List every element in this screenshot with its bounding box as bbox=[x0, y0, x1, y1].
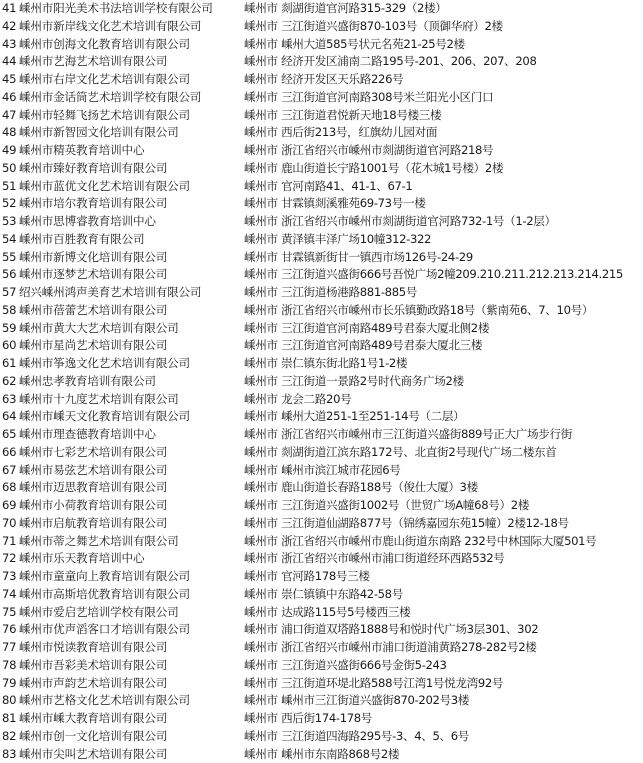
company-name: 嵊州市蓓蕾艺术培训有限公司 bbox=[19, 302, 244, 320]
list-row bbox=[2, 710, 643, 728]
list-row bbox=[2, 550, 643, 568]
row-number: 63 bbox=[2, 391, 19, 409]
company-address: 嵊州市 三江街道杨港路881-885号 bbox=[244, 284, 642, 302]
row-number: 72 bbox=[2, 550, 19, 568]
row-number: 69 bbox=[2, 497, 19, 515]
list-row bbox=[2, 373, 643, 391]
list-row bbox=[2, 107, 643, 125]
row-number: 75 bbox=[2, 604, 19, 622]
company-address: 嵊州市 浙江省绍兴市嵊州市长乐镇勤政路18号（紫南苑6、7、10号） bbox=[244, 302, 642, 320]
row-number: 80 bbox=[2, 692, 19, 710]
company-address: 嵊州市 嵊州市三江街道兴盛街870-202号3楼 bbox=[244, 692, 642, 710]
row-number: 74 bbox=[2, 586, 19, 604]
list-row bbox=[2, 586, 643, 604]
row-number: 62 bbox=[2, 373, 19, 391]
company-name: 嵊州市高斯培优教育培训有限公司 bbox=[19, 586, 244, 604]
list-row bbox=[2, 462, 643, 480]
company-name: 嵊州市臻好教育培训有限公司 bbox=[19, 160, 244, 178]
company-address: 嵊州市 龙会二路20号 bbox=[244, 391, 642, 409]
company-name: 嵊州市十九度艺术培训有限公司 bbox=[19, 391, 244, 409]
list-row bbox=[2, 444, 643, 462]
row-number: 60 bbox=[2, 337, 19, 355]
company-address: 嵊州市 三江街道官河南路489号君泰大厦北侧2楼 bbox=[244, 320, 642, 338]
row-number: 44 bbox=[2, 53, 19, 71]
list-row bbox=[2, 426, 643, 444]
row-number: 65 bbox=[2, 426, 19, 444]
row-number: 78 bbox=[2, 657, 19, 675]
company-name: 嵊州市新博文化培训有限公司 bbox=[19, 249, 244, 267]
company-name: 嵊州市易弦艺术培训有限公司 bbox=[19, 462, 244, 480]
company-address: 嵊州市 官河路178号三楼 bbox=[244, 568, 642, 586]
list-row bbox=[2, 692, 643, 710]
company-address: 嵊州市 崇仁镇东街北路1号1-2楼 bbox=[244, 355, 642, 373]
row-number: 46 bbox=[2, 89, 19, 107]
company-name: 嵊州市轻舞飞扬艺术培训有限公司 bbox=[19, 107, 244, 125]
company-name: 嵊州市阳光美术书法培训学校有限公司 bbox=[19, 0, 244, 18]
row-number: 47 bbox=[2, 107, 19, 125]
company-address: 嵊州市 西后街213号，红旗幼儿园对面 bbox=[244, 124, 642, 142]
row-number: 71 bbox=[2, 533, 19, 551]
row-number: 58 bbox=[2, 302, 19, 320]
company-name: 嵊州市小荷教育培训有限公司 bbox=[19, 497, 244, 515]
company-name: 嵊州市吾彩美术培训有限公司 bbox=[19, 657, 244, 675]
company-name: 嵊州忠孝教育培训有限公司 bbox=[19, 373, 244, 391]
list-row bbox=[2, 728, 643, 746]
company-address: 嵊州市 浙江省绍兴市嵊州市鹿山街道东南路 232号中林国际大厦501号 bbox=[244, 533, 642, 551]
company-name: 嵊州市金话筒艺术培训学校有限公司 bbox=[19, 89, 244, 107]
company-name: 嵊州市精英教育培训中心 bbox=[19, 142, 244, 160]
list-row bbox=[2, 675, 643, 693]
row-number: 67 bbox=[2, 462, 19, 480]
list-row bbox=[2, 657, 643, 675]
row-number: 68 bbox=[2, 479, 19, 497]
company-address: 嵊州市 三江街道兴盛街870-103号（顶御华府）2楼 bbox=[244, 18, 642, 36]
list-row bbox=[2, 302, 643, 320]
list-row bbox=[2, 124, 643, 142]
list-row bbox=[2, 284, 643, 302]
company-address: 嵊州市 三江街道君悦新天地18号楼三楼 bbox=[244, 107, 642, 125]
list-row bbox=[2, 266, 643, 284]
company-name: 嵊州市嵊大教育培训有限公司 bbox=[19, 710, 244, 728]
company-name: 嵊州市迈思教育培训有限公司 bbox=[19, 479, 244, 497]
row-number: 83 bbox=[2, 746, 19, 763]
company-address: 嵊州市 三江街道一景路2号时代商务广场2楼 bbox=[244, 373, 642, 391]
company-address: 嵊州市 经济开发区浦南二路195号-201、206、207、208 bbox=[244, 53, 642, 71]
row-number: 61 bbox=[2, 355, 19, 373]
company-address: 嵊州市 三江街道仙湖路877号（锦绣嘉园东苑15幢）2楼12-18号 bbox=[244, 515, 642, 533]
company-name: 嵊州市艺海艺术培训有限公司 bbox=[19, 53, 244, 71]
company-name: 嵊州市嵊天文化教育培训有限公司 bbox=[19, 408, 244, 426]
company-address: 嵊州市 三江街道四海路295号-3、4、5、6号 bbox=[244, 728, 642, 746]
company-name: 嵊州市右岸文化艺术培训有限公司 bbox=[19, 71, 244, 89]
company-address: 嵊州市 浙江省绍兴市嵊州市三江街道兴盛街889号正大广场步行街 bbox=[244, 426, 642, 444]
company-address: 嵊州市 浦口街道双塔路1888号和悦时代广场3层301、302 bbox=[244, 621, 642, 639]
company-name: 嵊州市百胜教育有限公司 bbox=[19, 231, 244, 249]
company-name: 嵊州市新智园文化培训有限公司 bbox=[19, 124, 244, 142]
list-row bbox=[2, 479, 643, 497]
list-row bbox=[2, 71, 643, 89]
list-row bbox=[2, 391, 643, 409]
list-row bbox=[2, 195, 643, 213]
list-row bbox=[2, 231, 643, 249]
list-row bbox=[2, 515, 643, 533]
list-row bbox=[2, 36, 643, 54]
row-number: 77 bbox=[2, 639, 19, 657]
list-row bbox=[2, 0, 643, 18]
row-number: 70 bbox=[2, 515, 19, 533]
row-number: 66 bbox=[2, 444, 19, 462]
row-number: 57 bbox=[2, 284, 19, 302]
list-row bbox=[2, 497, 643, 515]
company-name: 嵊州市爱启艺培训学校有限公司 bbox=[19, 604, 244, 622]
list-row bbox=[2, 355, 643, 373]
company-name: 嵊州市逐梦艺术培训有限公司 bbox=[19, 266, 244, 284]
company-address: 嵊州市 三江街道环堤北路588号江湾1号悦龙湾92号 bbox=[244, 675, 642, 693]
company-address: 嵊州市 经济开发区天乐路226号 bbox=[244, 71, 642, 89]
row-number: 43 bbox=[2, 36, 19, 54]
row-number: 82 bbox=[2, 728, 19, 746]
list-row bbox=[2, 249, 643, 267]
row-number: 48 bbox=[2, 124, 19, 142]
company-name: 绍兴嵊州鸿声美育艺术培训有限公司 bbox=[19, 284, 244, 302]
company-address: 嵊州市 剡湖街道官河路315-329（2楼） bbox=[244, 0, 642, 18]
list-row bbox=[2, 320, 643, 338]
row-number: 52 bbox=[2, 195, 19, 213]
company-address: 嵊州市 三江街道官河南路489号君泰大厦北三楼 bbox=[244, 337, 642, 355]
company-address: 嵊州市 嵊州市东南路868号2楼 bbox=[244, 746, 642, 763]
company-address: 嵊州市 三江街道官河南路308号米兰阳光小区门口 bbox=[244, 89, 642, 107]
company-address: 嵊州市 鹿山街道长春路188号（俊仕大厦）3楼 bbox=[244, 479, 642, 497]
company-name: 嵊州市乐天教育培训中心 bbox=[19, 550, 244, 568]
row-number: 59 bbox=[2, 320, 19, 338]
list-row bbox=[2, 178, 643, 196]
company-address: 嵊州市 黄泽镇丰泽广场10幢312-322 bbox=[244, 231, 642, 249]
company-name: 嵊州市筝逸文化艺术培训有限公司 bbox=[19, 355, 244, 373]
row-number: 49 bbox=[2, 142, 19, 160]
list-row bbox=[2, 89, 643, 107]
company-name: 嵊州市悦读教育培训有限公司 bbox=[19, 639, 244, 657]
row-number: 55 bbox=[2, 249, 19, 267]
row-number: 45 bbox=[2, 71, 19, 89]
company-name: 嵊州市声韵艺术培训有限公司 bbox=[19, 675, 244, 693]
company-address: 嵊州市 达成路115号5号楼西三楼 bbox=[244, 604, 642, 622]
row-number: 41 bbox=[2, 0, 19, 18]
row-number: 73 bbox=[2, 568, 19, 586]
row-number: 42 bbox=[2, 18, 19, 36]
list-row bbox=[2, 621, 643, 639]
list-row bbox=[2, 604, 643, 622]
company-name: 嵊州市艺格文化艺术培训有限公司 bbox=[19, 692, 244, 710]
company-name: 嵊州市理查德教育培训中心 bbox=[19, 426, 244, 444]
company-name: 嵊州市启航教育培训有限公司 bbox=[19, 515, 244, 533]
list-row bbox=[2, 533, 643, 551]
company-address: 嵊州市 嵊州大道585号状元名苑21-25号2楼 bbox=[244, 36, 642, 54]
company-address: 嵊州市 官河南路41、41-1、67-1 bbox=[244, 178, 642, 196]
list-row bbox=[2, 213, 643, 231]
company-name: 嵊州市七彩艺术培训有限公司 bbox=[19, 444, 244, 462]
list-row bbox=[2, 53, 643, 71]
company-name: 嵊州市培尔教育培训有限公司 bbox=[19, 195, 244, 213]
list-row bbox=[2, 160, 643, 178]
company-name: 嵊州市蒂之舞艺术培训有限公司 bbox=[19, 533, 244, 551]
company-address: 嵊州市 三江街道兴盛街666号金街5-243 bbox=[244, 657, 642, 675]
company-name: 嵊州市星尚艺术培训有限公司 bbox=[19, 337, 244, 355]
company-address: 嵊州市 三江街道兴盛街666号吾悦广场2幢209.210.211.212.213.214.215 bbox=[244, 266, 642, 284]
company-name: 嵊州市蓝优文化艺术培训有限公司 bbox=[19, 178, 244, 196]
list-row bbox=[2, 408, 643, 426]
company-address: 嵊州市 浙江省绍兴市嵊州市浦口街道经环西路532号 bbox=[244, 550, 642, 568]
row-number: 50 bbox=[2, 160, 19, 178]
row-number: 53 bbox=[2, 213, 19, 231]
row-number: 64 bbox=[2, 408, 19, 426]
list-row bbox=[2, 18, 643, 36]
company-name: 嵊州市思博睿教育培训中心 bbox=[19, 213, 244, 231]
company-name: 嵊州市新岸线文化艺术培训有限公司 bbox=[19, 18, 244, 36]
company-address: 嵊州市 崇仁镇镇中东路42-58号 bbox=[244, 586, 642, 604]
company-name: 嵊州市创海文化教育培训有限公司 bbox=[19, 36, 244, 54]
list-row bbox=[2, 746, 643, 763]
list-row bbox=[2, 142, 643, 160]
company-name: 嵊州市尖叫艺术培训有限公司 bbox=[19, 746, 244, 763]
list-row bbox=[2, 568, 643, 586]
institution-list bbox=[2, 0, 643, 763]
company-address: 嵊州市 剡湖街道江滨东路172号、北直街2号现代广场二楼东首 bbox=[244, 444, 642, 462]
company-address: 嵊州市 鹿山街道长宁路1001号（花木城1号楼）2楼 bbox=[244, 160, 642, 178]
company-address: 嵊州市 嵊州市滨江城市花园6号 bbox=[244, 462, 642, 480]
company-name: 嵊州市童童向上教育培训有限公司 bbox=[19, 568, 244, 586]
company-address: 嵊州市 甘霖镇剡溪雅苑69-73号一楼 bbox=[244, 195, 642, 213]
company-name: 嵊州市创一文化培训有限公司 bbox=[19, 728, 244, 746]
company-address: 嵊州市 西后街174-178号 bbox=[244, 710, 642, 728]
row-number: 79 bbox=[2, 675, 19, 693]
row-number: 81 bbox=[2, 710, 19, 728]
list-row bbox=[2, 337, 643, 355]
row-number: 56 bbox=[2, 266, 19, 284]
company-address: 嵊州市 浙江省绍兴市嵊州市浦口街道浦黄路278-282号2楼 bbox=[244, 639, 642, 657]
company-name: 嵊州市黄大大艺术培训有限公司 bbox=[19, 320, 244, 338]
list-row bbox=[2, 639, 643, 657]
company-address: 嵊州市 嵊州大道251-1至251-14号（二层） bbox=[244, 408, 642, 426]
company-address: 嵊州市 浙江省绍兴市嵊州市剡湖街道官河路732-1号（1-2层） bbox=[244, 213, 642, 231]
company-address: 嵊州市 甘霖镇新街甘一镇西市场126号-24-29 bbox=[244, 249, 642, 267]
company-address: 嵊州市 三江街道兴盛街1002号（世贸广场A幢68号）2楼 bbox=[244, 497, 642, 515]
company-name: 嵊州市优声滔客口才培训有限公司 bbox=[19, 621, 244, 639]
row-number: 54 bbox=[2, 231, 19, 249]
company-address: 嵊州市 浙江省绍兴市嵊州市剡湖街道官河路218号 bbox=[244, 142, 642, 160]
row-number: 76 bbox=[2, 621, 19, 639]
row-number: 51 bbox=[2, 178, 19, 196]
